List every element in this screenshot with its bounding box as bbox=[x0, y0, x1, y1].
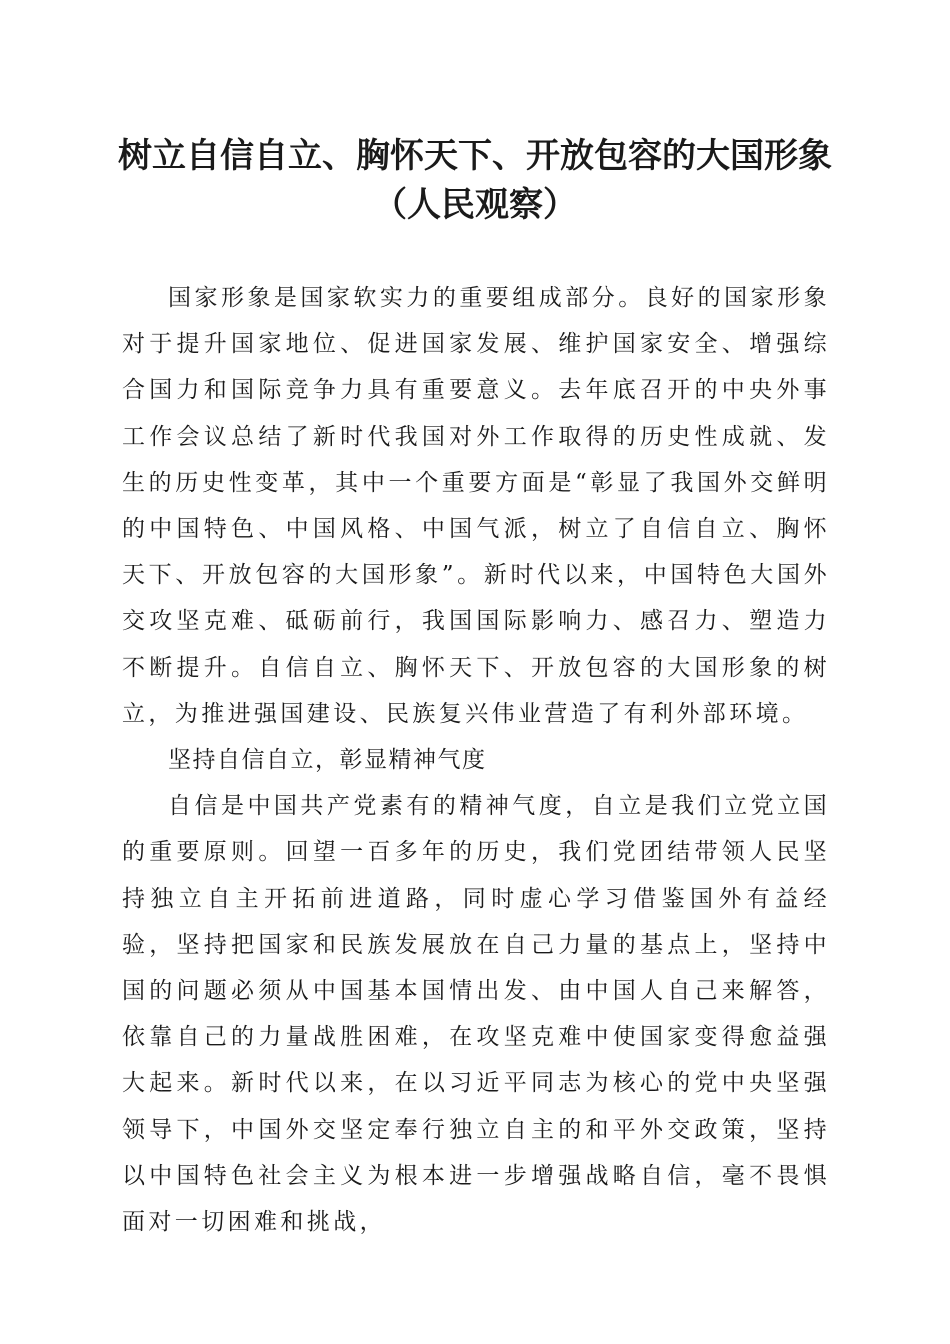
paragraph-self-confidence: 自信是中国共产党素有的精神气度，自立是我们立党立国的重要原则。回望一百多年的历史，我们党团结带领人民坚持独立自主开拓前进道路，同时虚心学习借鉴国外有益经验，坚持把国家和民族发展放在自己力量的基点上，坚持中国的问题必须从中国基本国情出发、由中国人自己来解答，依靠自己的力量战胜困难，在攻坚克难中使国家变得愈益强大起来。新时代以来，在以习近平同志为核心的党中央坚强领导下，中国外交坚定奉行独立自主的和平外交政策，坚持以中国特色社会主义为根本进一步增强战略自信，毫不畏惧面对一切困难和挑战， bbox=[122, 793, 830, 1236]
paragraph-intro: 国家形象是国家软实力的重要组成部分。良好的国家形象对于提升国家地位、促进国家发展、维护国家安全、增强综合国力和国际竞争力具有重要意义。去年底召开的中央外事工作会议总结了新时代我国对外工作取得的历史性成就、发生的历史性变革，其中一个重要方面是“彰显了我国外交鲜明的中国特色、中国风格、中国气派，树立了自信自立、胸怀天下、开放包容的大国形象”。新时代以来，中国特色大国外交攻坚克难、砥砺前行，我国国际影响力、感召力、塑造力不断提升。自信自立、胸怀天下、开放包容的大国形象的树立，为推进强国建设、民族复兴伟业营造了有利外部环境。 bbox=[122, 285, 830, 727]
document-body bbox=[122, 275, 830, 1245]
document-title: 树立自信自立、胸怀天下、开放包容的大国形象（人民观察） bbox=[118, 136, 832, 225]
section-heading: 坚持自信自立，彰显精神气度 bbox=[168, 747, 487, 774]
